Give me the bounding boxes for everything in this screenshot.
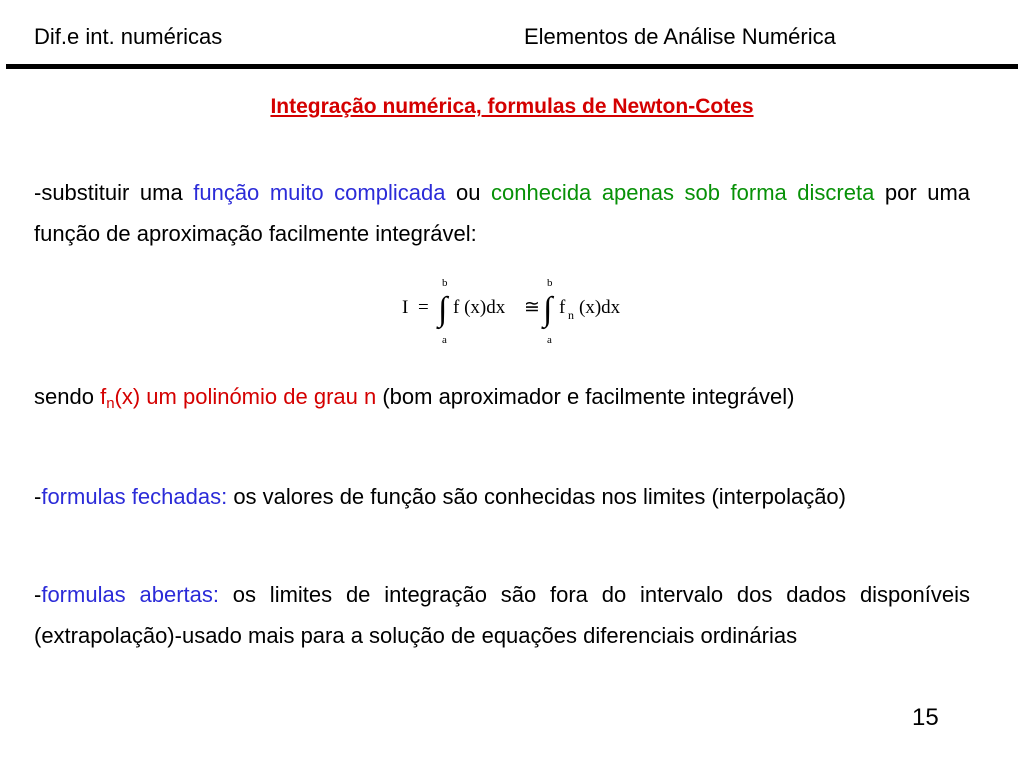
formula-approx: ≅ (524, 297, 540, 318)
fechadas-paragraph (34, 476, 970, 517)
formula-lhs: I (402, 297, 409, 318)
integrand-1: f (x)dx (453, 297, 506, 318)
integral-sign-1: ∫ (438, 291, 448, 328)
abertas-text: os limites de integração são fora do intervalo dos dados disponíveis (extrapolação)-usado mais para a solução de equações diferenciais ordinárias (34, 582, 971, 648)
sendo-paragraph (34, 376, 970, 417)
integral-lower-limit-2: a (547, 334, 552, 346)
header-left-text: Dif.e int. numéricas (34, 24, 223, 49)
page-number: 15 (912, 704, 939, 731)
integral-lower-limit-1: a (442, 334, 447, 346)
intro-paragraph (34, 172, 970, 254)
header-right-text: Elementos de Análise Numérica (524, 24, 836, 49)
polynomial-f: f (100, 384, 107, 409)
abertas-label: formulas abertas: (41, 582, 219, 607)
integral-upper-limit-2: b (547, 277, 553, 289)
sendo-text-1: sendo (34, 384, 101, 409)
abertas-dash: - (34, 582, 42, 607)
polynomial-text: (x) um polinómio de grau n (114, 384, 377, 409)
integral-formula (390, 270, 650, 350)
intro-text-2: ou (445, 180, 491, 205)
integrand-2-subscript: n (568, 308, 574, 322)
fechadas-text: os valores de função são conhecidas nos limites (interpolação) (227, 484, 846, 509)
intro-green-text: conhecida apenas sob forma discreta (490, 180, 875, 205)
fechadas-label: formulas fechadas: (41, 484, 228, 509)
integrand-2-f: f (559, 297, 566, 318)
sendo-text-2: (bom aproximador e facilmente integrável) (376, 384, 795, 409)
intro-blue-text: função muito complicada (193, 180, 446, 205)
integral-upper-limit-1: b (442, 277, 448, 289)
intro-text-1: -substituir uma (34, 180, 194, 205)
polynomial-subscript: n (106, 395, 115, 412)
formula-equals: = (418, 297, 429, 318)
integral-sign-2: ∫ (543, 291, 553, 328)
header-divider (6, 64, 1018, 69)
abertas-paragraph (34, 574, 970, 656)
intro-text-3: por uma função de aproximação facilmente integrável: (34, 180, 971, 246)
integrand-2-rest: (x)dx (579, 297, 621, 318)
fechadas-dash: - (34, 484, 42, 509)
slide-title: Integração numérica, formulas de Newton-Cotes (270, 95, 754, 118)
